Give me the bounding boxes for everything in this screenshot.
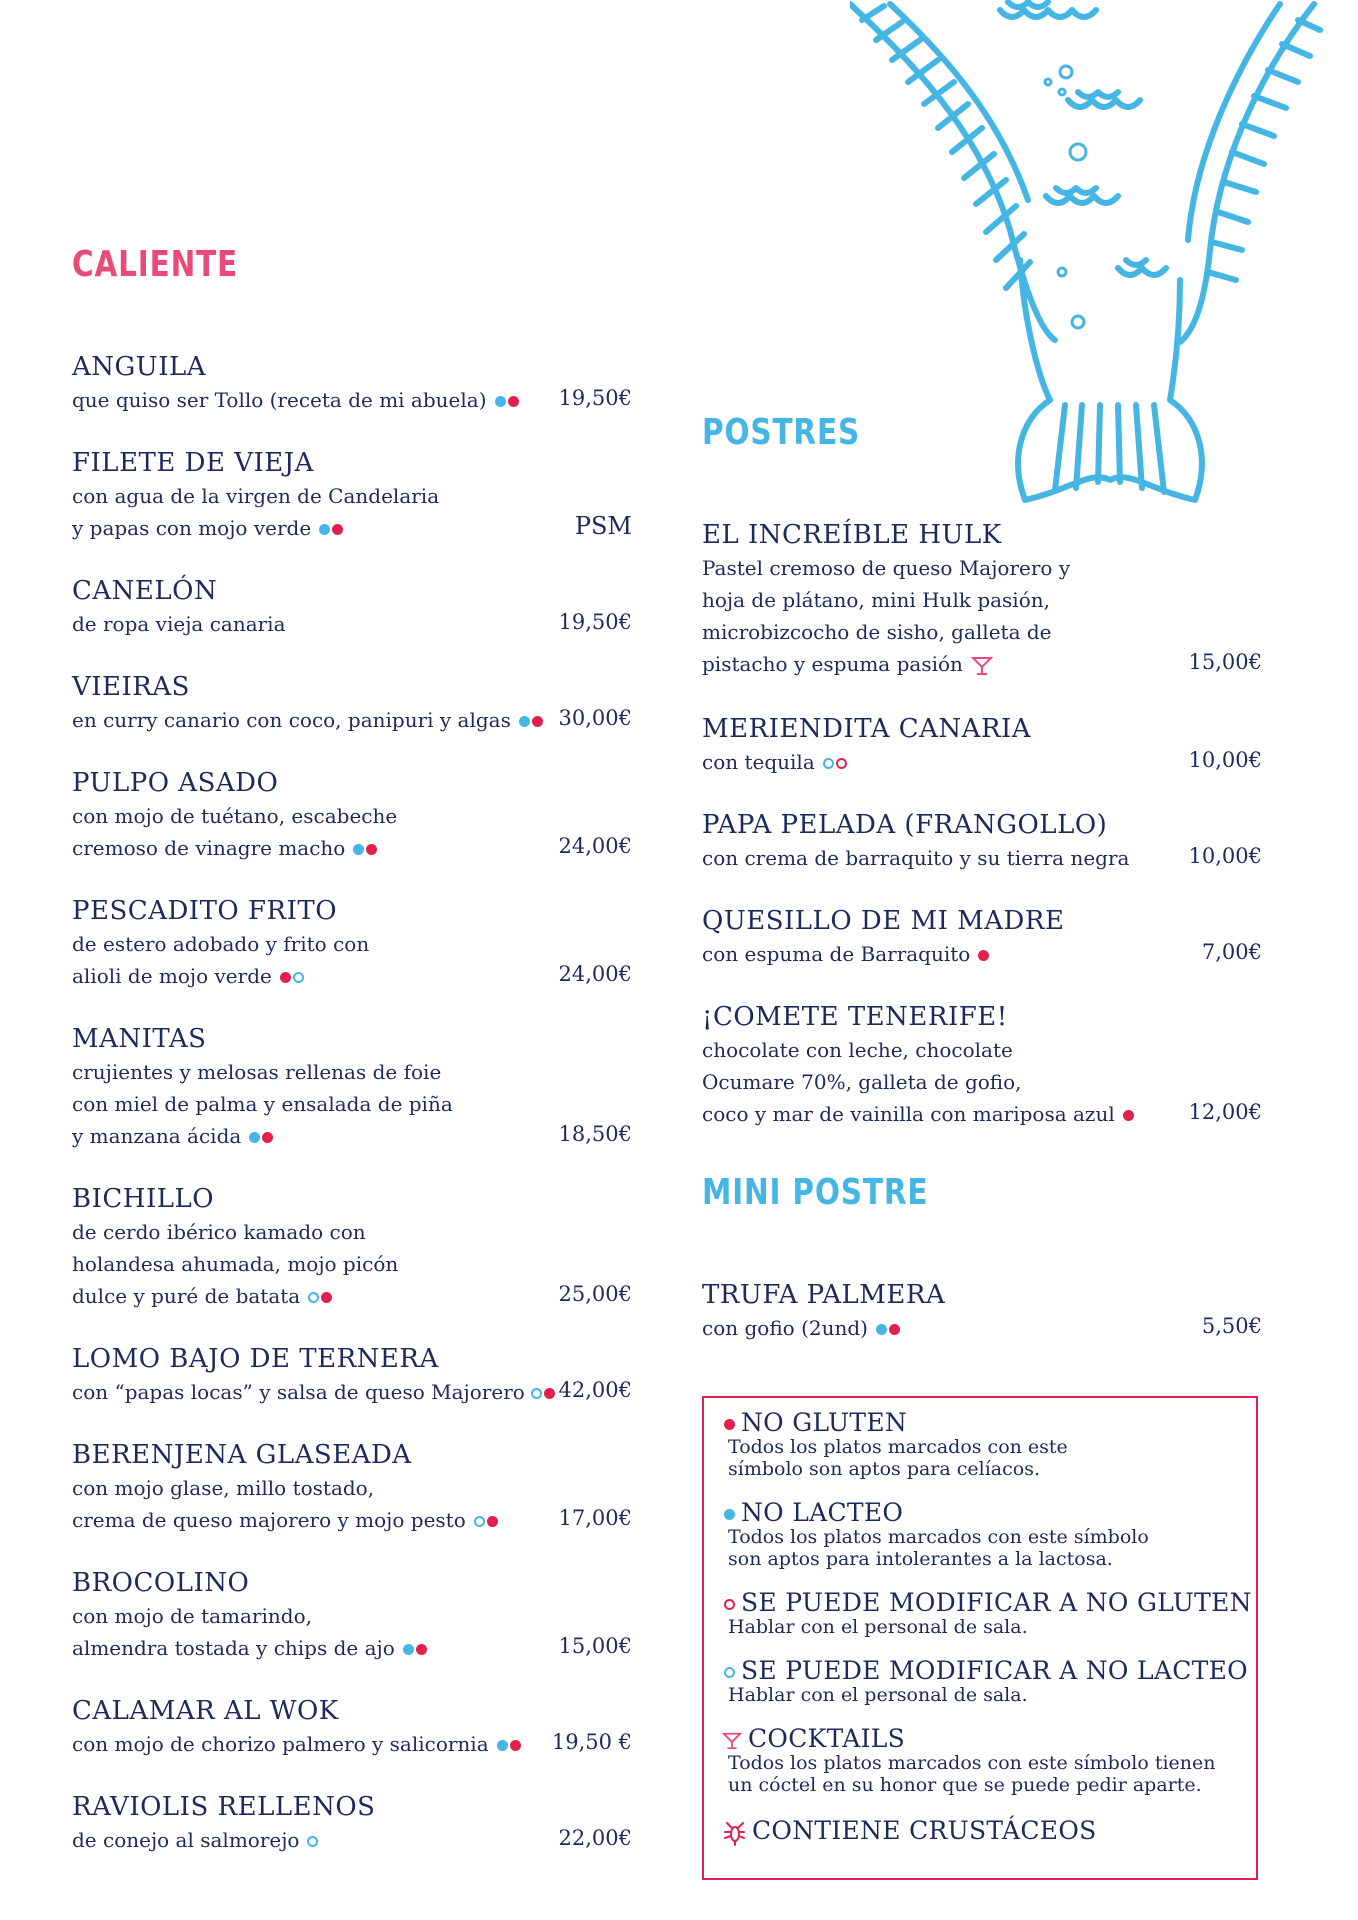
- item-name: CALAMAR AL WOK: [72, 1696, 339, 1726]
- menu-item: [72, 766, 632, 864]
- item-price: 18,50€: [558, 1122, 632, 1146]
- item-desc: dulce y puré de batata: [72, 1280, 632, 1312]
- lobster-icon: [722, 1820, 746, 1846]
- item-desc: crema de queso majorero y mojo pesto: [72, 1504, 632, 1536]
- item-desc: microbizcocho de sisho, galleta de: [702, 620, 1052, 644]
- item-desc: de cerdo ibérico kamado con: [72, 1220, 366, 1244]
- menu-item: [72, 446, 632, 544]
- legend-item: SE PUEDE MODIFICAR A NO GLUTEN Hablar con el personal de sala.: [722, 1590, 1252, 1638]
- menu-item: [702, 712, 1262, 778]
- legend-item: CONTIENE CRUSTÁCEOS: [722, 1818, 1097, 1846]
- item-desc: con mojo glase, millo tostado,: [72, 1476, 375, 1500]
- item-desc: almendra tostada y chips de ajo: [72, 1632, 632, 1664]
- diet-dots: [472, 1504, 498, 1536]
- item-name: FILETE DE VIEJA: [72, 448, 314, 478]
- item-desc: con mojo de tamarindo,: [72, 1604, 312, 1628]
- item-price: 22,00€: [558, 1826, 632, 1850]
- modify-gluten-ring-icon: [724, 1599, 735, 1610]
- item-name: PULPO ASADO: [72, 768, 279, 798]
- no-gluten-dot-icon: [724, 1419, 735, 1430]
- item-price: 12,00€: [1188, 1100, 1262, 1124]
- item-desc: con gofio (2und): [702, 1312, 1262, 1344]
- diet-dots: [351, 832, 377, 864]
- no-lacteo-dot-icon: [724, 1509, 735, 1520]
- item-price: 19,50€: [558, 386, 632, 410]
- item-desc: crujientes y melosas rellenas de foie: [72, 1060, 442, 1084]
- item-desc: alioli de mojo verde: [72, 960, 632, 992]
- item-price: 15,00€: [1188, 650, 1262, 674]
- item-price: 24,00€: [558, 962, 632, 986]
- item-name: VIEIRAS: [72, 672, 190, 702]
- item-desc: pistacho y espuma pasión: [702, 648, 1262, 680]
- item-desc: con tequila: [702, 746, 1262, 778]
- menu-item: [72, 894, 632, 992]
- section-title-postres: POSTRES: [702, 412, 861, 453]
- item-price: 24,00€: [558, 834, 632, 858]
- item-name: PAPA PELADA (FRANGOLLO): [702, 810, 1108, 840]
- item-price: 19,50€: [558, 610, 632, 634]
- item-name: MERIENDITA CANARIA: [702, 714, 1032, 744]
- item-name: BROCOLINO: [72, 1568, 250, 1598]
- item-desc: con mojo de tuétano, escabeche: [72, 804, 398, 828]
- item-price: 10,00€: [1188, 748, 1262, 772]
- item-price: 10,00€: [1188, 844, 1262, 868]
- item-name: MANITAS: [72, 1024, 207, 1054]
- item-desc: y papas con mojo verde: [72, 512, 632, 544]
- section-title-mini-postre: MINI POSTRE: [702, 1172, 929, 1213]
- menu-item: [72, 1694, 632, 1760]
- item-name: CANELÓN: [72, 576, 218, 606]
- diet-dots: [278, 960, 304, 992]
- item-desc: chocolate con leche, chocolate: [702, 1038, 1013, 1062]
- item-price: 5,50€: [1201, 1314, 1262, 1338]
- item-desc: de ropa vieja canaria: [72, 612, 286, 636]
- menu-item: [72, 1182, 632, 1312]
- menu-item: [702, 904, 1262, 970]
- diet-dots: [247, 1120, 273, 1152]
- item-price: 15,00€: [558, 1634, 632, 1658]
- item-desc: con miel de palma y ensalada de piña: [72, 1092, 453, 1116]
- item-desc: holandesa ahumada, mojo picón: [72, 1252, 399, 1276]
- item-desc: con crema de barraquito y su tierra negra: [702, 846, 1130, 870]
- cocktail-glass-icon: [971, 655, 993, 677]
- cocktail-glass-icon: [722, 1730, 742, 1752]
- item-desc: con agua de la virgen de Candelaria: [72, 484, 440, 508]
- diet-dots: [874, 1312, 900, 1344]
- section-title-caliente: CALIENTE: [72, 244, 239, 285]
- menu-item: [72, 670, 632, 736]
- diet-dots: [306, 1280, 332, 1312]
- item-price: 17,00€: [558, 1506, 632, 1530]
- item-desc: que quiso ser Tollo (receta de mi abuela): [72, 384, 632, 416]
- item-desc: Pastel cremoso de queso Majorero y: [702, 556, 1071, 580]
- diet-dots: [976, 938, 989, 970]
- menu-item: [702, 808, 1262, 874]
- menu-item: [72, 350, 632, 416]
- item-name: LOMO BAJO DE TERNERA: [72, 1344, 439, 1374]
- item-name: QUESILLO DE MI MADRE: [702, 906, 1065, 936]
- menu-item: [72, 1342, 632, 1408]
- diet-dots: [401, 1632, 427, 1664]
- item-price: 25,00€: [558, 1282, 632, 1306]
- allergen-legend: [702, 1396, 1258, 1880]
- item-desc: Ocumare 70%, galleta de gofio,: [702, 1070, 1022, 1094]
- menu-item: [702, 518, 1262, 680]
- item-desc: coco y mar de vainilla con mariposa azul: [702, 1098, 1262, 1130]
- menu-item: [72, 1790, 632, 1856]
- item-name: RAVIOLIS RELLENOS: [72, 1792, 376, 1822]
- item-name: EL INCREÍBLE HULK: [702, 520, 1002, 550]
- legend-item: SE PUEDE MODIFICAR A NO LACTEO Hablar con el personal de sala.: [722, 1658, 1248, 1706]
- diet-dots: [1121, 1098, 1134, 1130]
- item-desc: cremoso de vinagre macho: [72, 832, 632, 864]
- item-price: 30,00€: [558, 706, 632, 730]
- item-desc: de estero adobado y frito con: [72, 932, 370, 956]
- item-name: ¡COMETE TENERIFE!: [702, 1002, 1008, 1032]
- diet-dots: [529, 1376, 555, 1408]
- menu-item: [702, 1000, 1262, 1130]
- menu-item: [72, 1022, 632, 1152]
- item-name: PESCADITO FRITO: [72, 896, 338, 926]
- item-price: PSM: [574, 512, 632, 540]
- menu-item: [72, 1438, 632, 1536]
- item-desc: en curry canario con coco, panipuri y algas: [72, 704, 632, 736]
- item-desc: con mojo de chorizo palmero y salicornia: [72, 1728, 632, 1760]
- diet-dots: [317, 512, 343, 544]
- modify-lacteo-ring-icon: [724, 1667, 735, 1678]
- item-name: ANGUILA: [72, 352, 207, 382]
- item-desc: con espuma de Barraquito: [702, 938, 1262, 970]
- diet-dots: [517, 704, 543, 736]
- item-desc: hoja de plátano, mini Hulk pasión,: [702, 588, 1050, 612]
- item-price: 19,50 €: [551, 1730, 632, 1754]
- item-desc: de conejo al salmorejo: [72, 1824, 632, 1856]
- legend-item: COCKTAILS Todos los platos marcados con este símbolo tienen un cóctel en su honor que se puede pedir aparte.: [722, 1726, 1216, 1796]
- diet-dots: [495, 1728, 521, 1760]
- menu-item: [72, 574, 632, 640]
- item-price: 7,00€: [1201, 940, 1262, 964]
- menu-item: [72, 1566, 632, 1664]
- item-desc: con “papas locas” y salsa de queso Majorero: [72, 1376, 632, 1408]
- item-price: 42,00€: [558, 1378, 632, 1402]
- item-name: BICHILLO: [72, 1184, 215, 1214]
- diet-dots: [305, 1824, 318, 1856]
- legend-item: NO LACTEO Todos los platos marcados con este símbolo son aptos para intolerantes a la lactosa.: [722, 1500, 1149, 1570]
- fish-tail-illustration: [850, 0, 1330, 510]
- diet-dots: [493, 384, 519, 416]
- item-name: BERENJENA GLASEADA: [72, 1440, 412, 1470]
- legend-item: NO GLUTEN Todos los platos marcados con este símbolo son aptos para celíacos.: [722, 1410, 1068, 1480]
- item-name: TRUFA PALMERA: [702, 1280, 946, 1310]
- item-desc: y manzana ácida: [72, 1120, 632, 1152]
- diet-dots: [821, 746, 847, 778]
- menu-item: [702, 1278, 1262, 1344]
